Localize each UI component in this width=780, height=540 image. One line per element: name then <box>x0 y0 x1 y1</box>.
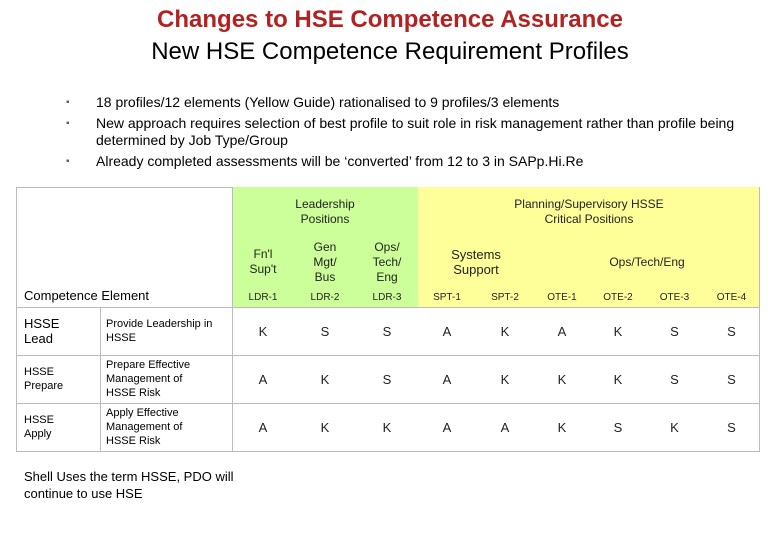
value-cell: K <box>557 371 567 387</box>
value-cell: K <box>320 371 330 387</box>
bullet-text: 18 profiles/12 elements (Yellow Guide) rationalised to 9 profiles/3 elements <box>96 94 560 110</box>
value-cell: S <box>670 371 679 387</box>
subheader-fnl-supt: Fn'l Sup't <box>232 237 294 287</box>
value-cell: K <box>382 419 392 435</box>
element-name: HSSE Lead <box>24 316 60 346</box>
grid-line <box>16 451 760 452</box>
element-name: HSSE Prepare <box>24 366 64 392</box>
subheader-ops-tech: Ops/ Tech/ Eng <box>356 237 418 287</box>
element-description: Prepare Effective Management of HSSE Risk <box>106 359 191 399</box>
value-cell: A <box>500 419 510 435</box>
value-cell: K <box>613 371 623 387</box>
value-cell: A <box>258 371 268 387</box>
value-cell: A <box>442 323 452 339</box>
code-cell: OTE-3 <box>646 287 703 307</box>
value-cell: K <box>613 323 623 339</box>
slide-title: Changes to HSE Competence Assurance <box>157 6 623 33</box>
grid-line <box>16 187 232 188</box>
value-cell: K <box>500 323 510 339</box>
code-cell: SPT-2 <box>476 287 534 307</box>
bullet-marker-icon: ▪ <box>66 118 70 129</box>
value-cell: A <box>258 419 268 435</box>
value-cell: K <box>500 371 510 387</box>
value-cell: S <box>613 419 623 435</box>
footnote: Shell Uses the term HSSE, PDO will continue to use HSE <box>24 469 234 501</box>
value-cell: S <box>670 323 679 339</box>
value-cell: S <box>382 371 392 387</box>
bullet-marker-icon: ▪ <box>66 97 70 108</box>
value-cell: S <box>727 419 736 435</box>
value-cell: S <box>320 323 330 339</box>
element-description: Provide Leadership in HSSE <box>106 318 213 344</box>
planning-header: Planning/Supervisory HSSE Critical Positions <box>418 187 760 237</box>
value-cell: K <box>258 323 268 339</box>
code-cell: OTE-2 <box>590 287 646 307</box>
code-cell: OTE-1 <box>534 287 590 307</box>
value-cell: A <box>442 371 452 387</box>
value-cell: K <box>670 419 679 435</box>
bullet-marker-icon: ▪ <box>66 156 70 167</box>
competence-profile-table <box>16 187 760 452</box>
value-cell: K <box>320 419 330 435</box>
bullet-item <box>66 94 746 111</box>
leadership-header: Leadership Positions <box>232 187 418 237</box>
element-description: Apply Effective Management of HSSE Risk <box>106 407 183 447</box>
value-cell: A <box>442 419 452 435</box>
competence-element-label: Competence Element <box>24 287 150 303</box>
value-cell: K <box>557 419 567 435</box>
bullet-list <box>66 94 746 174</box>
value-cell: S <box>727 323 736 339</box>
bullet-text: Already completed assessments will be ‘converted’ from 12 to 3 in SAPp.Hi.Re <box>96 153 584 169</box>
value-cell: A <box>557 323 567 339</box>
bullet-item <box>66 115 746 149</box>
value-cell: S <box>727 371 736 387</box>
bullet-text: New approach requires selection of best profile to suit role in risk management rather than profile being determined by Job Type/Group <box>96 115 735 148</box>
ops-tech-eng-header: Ops/Tech/Eng <box>534 237 760 287</box>
code-cell: LDR-1 <box>232 287 294 307</box>
systems-support-header: Systems Support <box>418 237 534 287</box>
bullet-item <box>66 153 746 170</box>
subheader-gen-mgt: Gen Mgt/ Bus <box>294 237 356 287</box>
code-cell: OTE-4 <box>703 287 760 307</box>
element-name: HSSE Apply <box>24 414 54 440</box>
slide-subtitle: New HSE Competence Requirement Profiles <box>151 38 629 65</box>
code-cell: LDR-2 <box>294 287 356 307</box>
code-cell: LDR-3 <box>356 287 418 307</box>
code-cell: SPT-1 <box>418 287 476 307</box>
value-cell: S <box>382 323 392 339</box>
